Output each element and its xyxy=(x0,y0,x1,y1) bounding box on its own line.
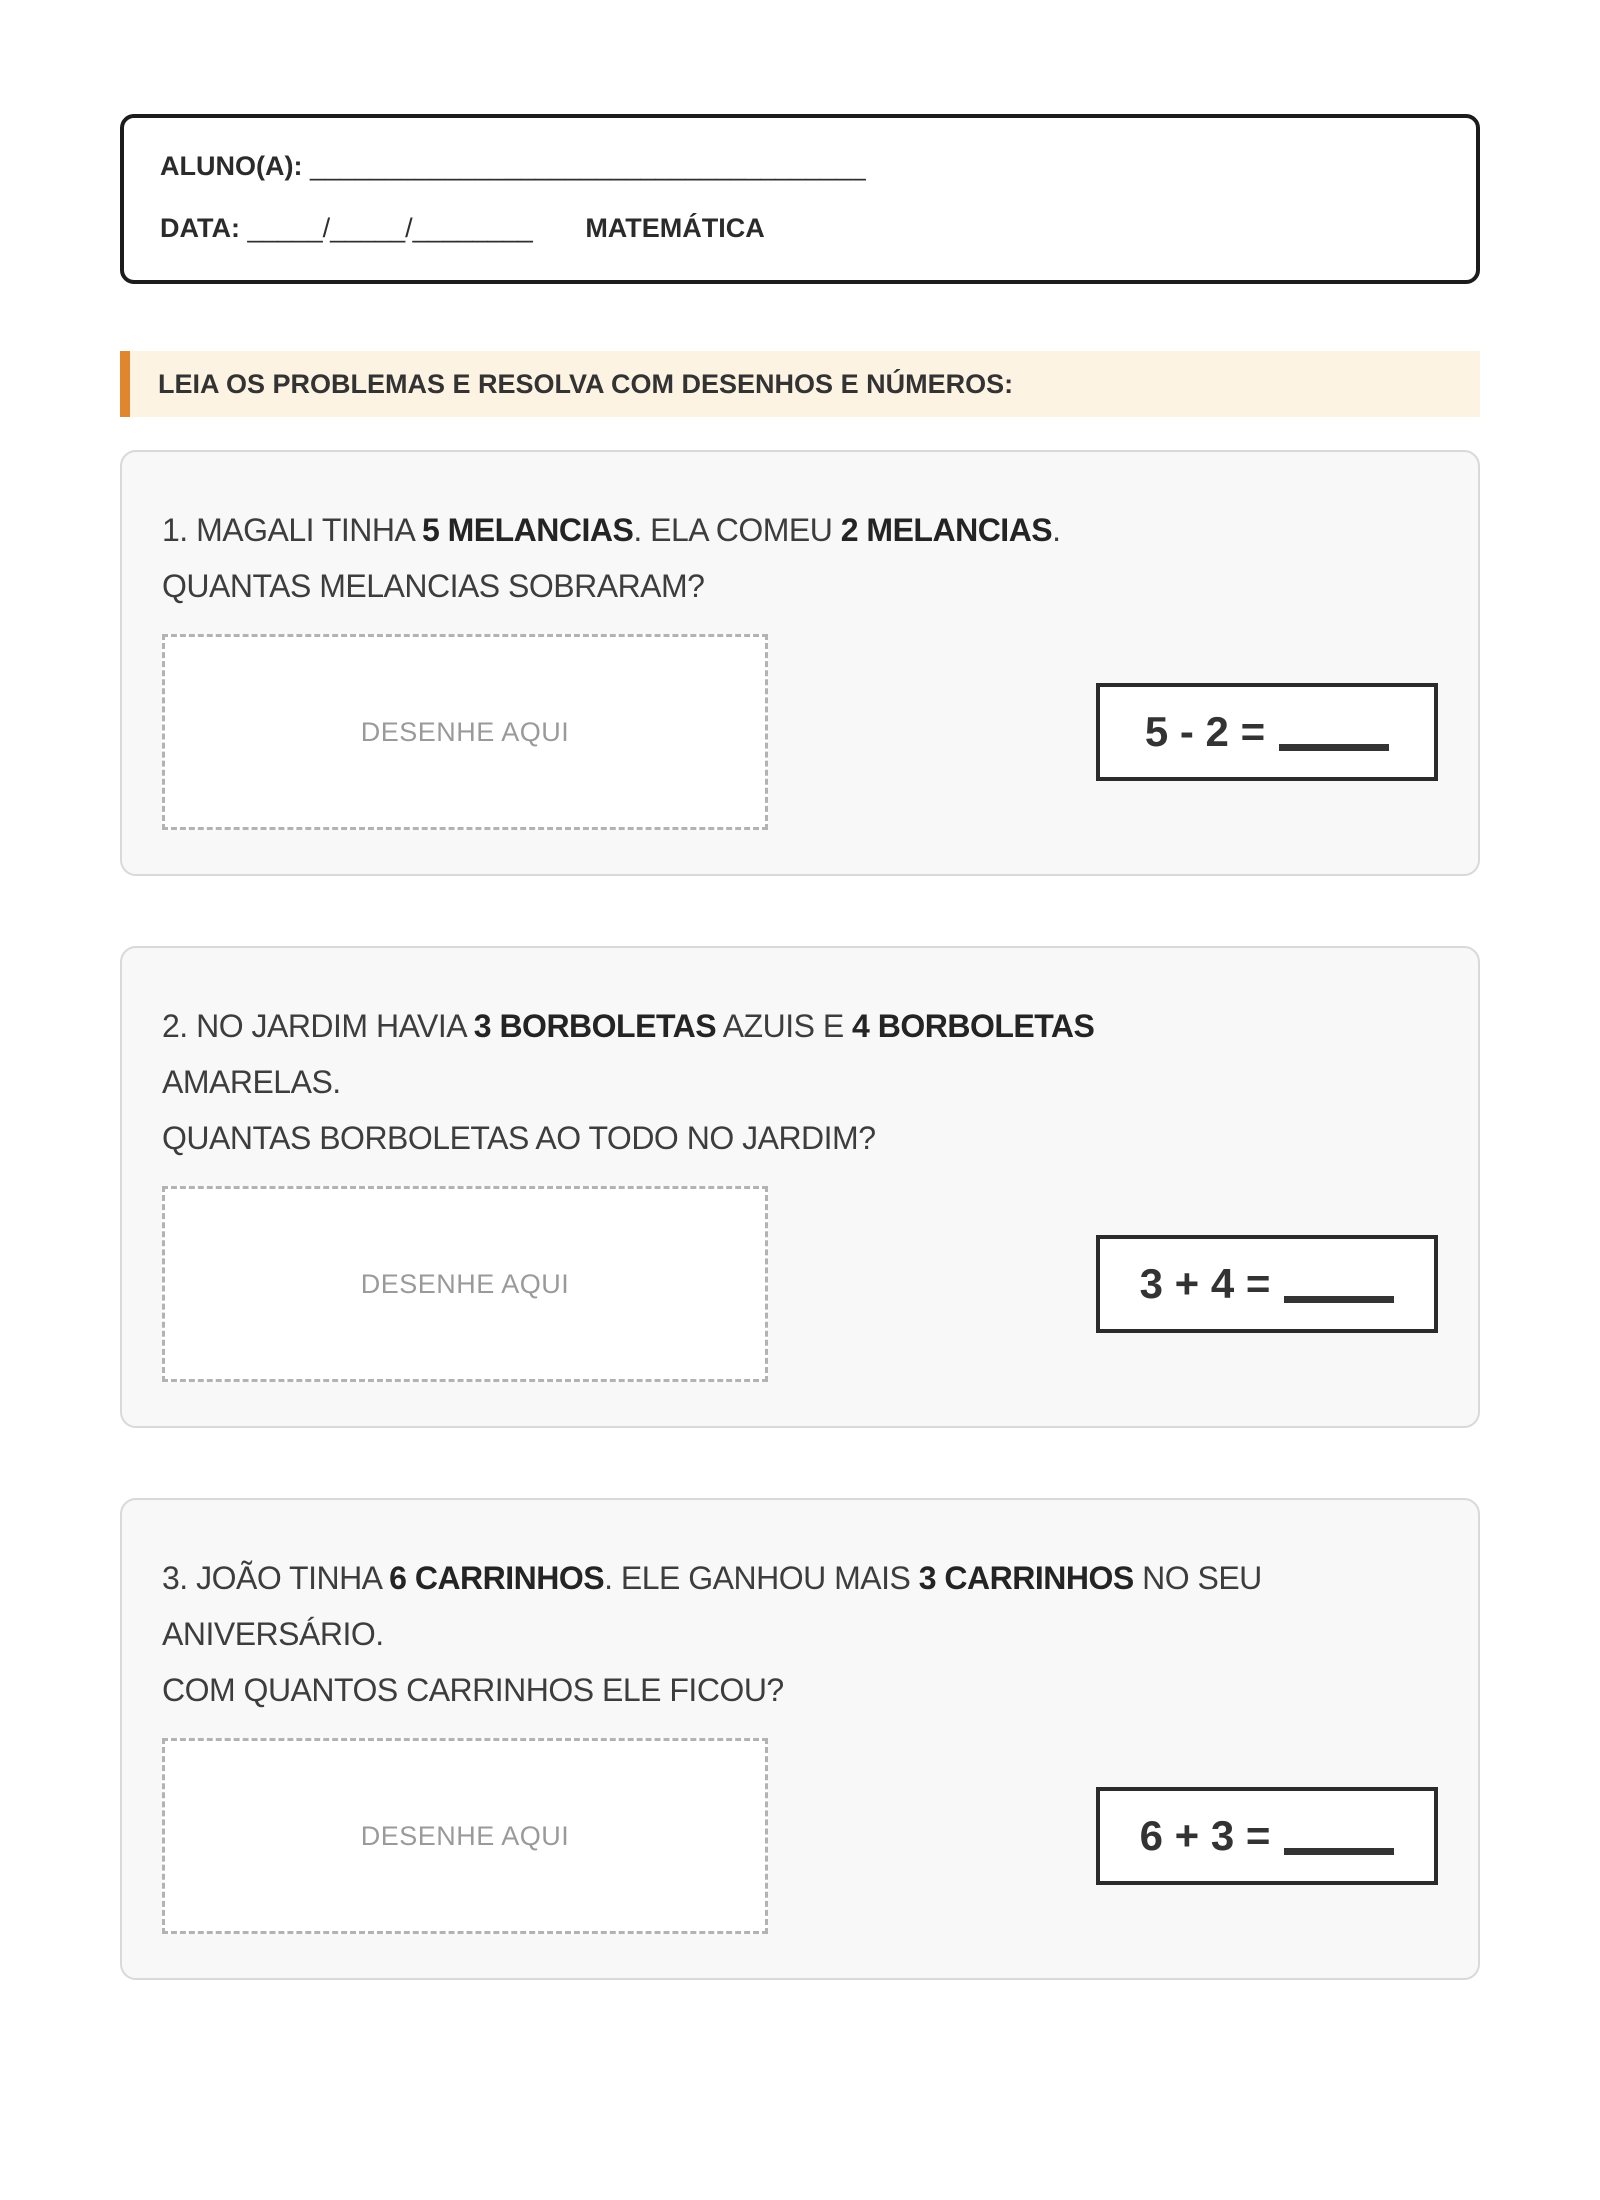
problem-2-draw-area[interactable] xyxy=(162,1186,768,1382)
problem-1-answer-row xyxy=(162,634,1438,830)
problem-2-text xyxy=(162,998,1438,1166)
problem-3-line-1: 3. JOÃO TINHA 6 CARRINHOS. ELE GANHOU MAIS 3 CARRINHOS NO SEU xyxy=(162,1560,1262,1596)
student-row xyxy=(160,148,1440,184)
problem-3-answer-row xyxy=(162,1738,1438,1934)
problem-3-draw-area[interactable] xyxy=(162,1738,768,1934)
student-name-blank[interactable]: _____________________________________ xyxy=(309,151,866,181)
problem-2-line-1: 2. NO JARDIM HAVIA 3 BORBOLETAS AZUIS E 4 BORBOLETAS xyxy=(162,1008,1095,1044)
problem-2-line-3: QUANTAS BORBOLETAS AO TODO NO JARDIM? xyxy=(162,1120,876,1156)
problem-3-answer-blank[interactable] xyxy=(1284,1818,1394,1855)
student-label: ALUNO(A): xyxy=(160,151,303,181)
problem-1-answer-blank[interactable] xyxy=(1279,714,1389,751)
draw-placeholder: DESENHE AQUI xyxy=(360,716,570,747)
problem-3-line-2: ANIVERSÁRIO. xyxy=(162,1616,384,1652)
student-info-box xyxy=(120,114,1480,284)
problem-3-line-3: COM QUANTOS CARRINHOS ELE FICOU? xyxy=(162,1672,784,1708)
problem-card-1 xyxy=(120,450,1480,876)
draw-placeholder: DESENHE AQUI xyxy=(360,1820,570,1851)
date-row xyxy=(160,210,1440,246)
problem-1-text xyxy=(162,502,1438,614)
problem-card-2 xyxy=(120,946,1480,1428)
problem-2-line-2: AMARELAS. xyxy=(162,1064,341,1100)
problem-card-3 xyxy=(120,1498,1480,1980)
problem-1-line-1: 1. MAGALI TINHA 5 MELANCIAS. ELA COMEU 2 MELANCIAS. xyxy=(162,512,1061,548)
instruction-text: LEIA OS PROBLEMAS E RESOLVA COM DESENHOS E NÚMEROS: xyxy=(158,368,1014,399)
problem-2-answer-box[interactable] xyxy=(1096,1235,1438,1333)
draw-placeholder: DESENHE AQUI xyxy=(360,1268,570,1299)
problem-2-answer-row xyxy=(162,1186,1438,1382)
problem-3-text xyxy=(162,1550,1438,1718)
problem-3-answer-box[interactable] xyxy=(1096,1787,1438,1885)
problem-3-equation: 6 + 3 = xyxy=(1139,1812,1271,1859)
problem-2-equation: 3 + 4 = xyxy=(1139,1260,1271,1307)
instruction-banner xyxy=(120,351,1480,417)
problem-1-answer-box[interactable] xyxy=(1096,683,1438,781)
date-blank[interactable]: _____/_____/________ xyxy=(247,213,533,243)
problem-1-equation: 5 - 2 = xyxy=(1144,708,1266,755)
subject-title: MATEMÁTICA xyxy=(585,213,765,243)
problem-1-line-2: QUANTAS MELANCIAS SOBRARAM? xyxy=(162,568,705,604)
problem-2-answer-blank[interactable] xyxy=(1284,1266,1394,1303)
date-label: DATA: xyxy=(160,213,240,243)
problem-1-draw-area[interactable] xyxy=(162,634,768,830)
